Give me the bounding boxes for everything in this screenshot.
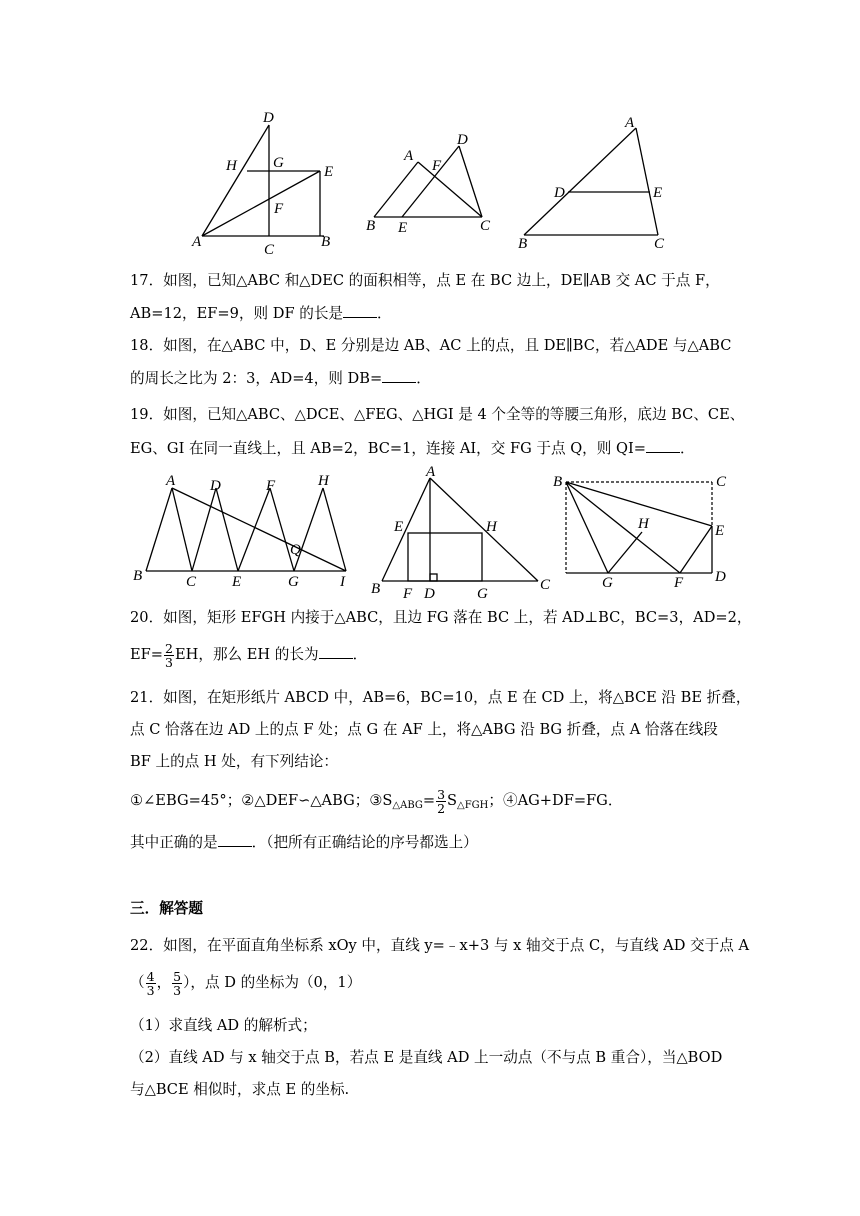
q18-answer-blank <box>382 368 416 383</box>
label-A: A <box>404 148 414 164</box>
label-B: B <box>553 474 563 490</box>
q21-frac-num: 3 <box>437 786 446 802</box>
figure-17-middle-svg <box>362 130 502 240</box>
q17-line2 <box>130 303 392 324</box>
label-E: E <box>715 523 725 539</box>
q21-conclusion-text-1: ①∠EBG=45°；②△DEF∽△ABG；③S <box>130 792 393 809</box>
q20-text-pre: EF= <box>130 646 164 663</box>
label-C: C <box>480 218 491 234</box>
label-E: E <box>324 164 334 180</box>
q18-line2 <box>130 368 431 389</box>
label-D: D <box>424 586 435 602</box>
label-G: G <box>477 586 488 602</box>
label-D: D <box>715 569 726 585</box>
q22-text-post: ），点 D 的坐标为（0，1） <box>183 974 362 991</box>
figure-21 <box>548 470 738 595</box>
q22-fraction-x <box>146 970 156 997</box>
label-H: H <box>486 519 497 535</box>
q17-answer-blank <box>343 303 377 318</box>
label-G: G <box>288 574 299 590</box>
label-H: H <box>318 473 329 489</box>
q21-line2: 点 C 恰落在边 AD 上的点 F 处；点 G 在 AF 上，将△ABG 沿 BG 折叠，点 A 恰落在线段 <box>130 721 718 738</box>
q20-line1: 20．如图，矩形 EFGH 内接于△ABC，且边 FG 落在 BC 上，若 AD⊥BC，BC=3，AD=2， <box>130 609 752 626</box>
section-title: 三．解答题 <box>130 900 203 917</box>
q18-text: 的周长之比为 2：3，AD=4，则 DB= <box>130 370 383 387</box>
label-F: F <box>266 478 276 494</box>
q22-line2 <box>130 966 361 1000</box>
q18-line1: 18．如图，在△ABC 中，D、E 分别是边 AB、AC 上的点，且 DE∥BC，若△ADE 与△ABC <box>130 337 732 354</box>
q19-line2 <box>130 438 695 459</box>
label-A: A <box>166 473 176 489</box>
label-B: B <box>366 218 376 234</box>
figure-18-svg <box>512 112 682 257</box>
q19-text: EG、GI 在同一直线上，且 AB=2，BC=1，连接 AI，交 FG 于点 Q，则 QI= <box>130 440 646 457</box>
q22-fraction-y <box>172 970 182 997</box>
figure-17-left-svg <box>190 108 350 258</box>
q21-fraction <box>436 788 446 815</box>
q20-fraction <box>164 642 174 669</box>
q22-line1: 22．如图，在平面直角坐标系 xOy 中，直线 y=﹣x+3 与 x 轴交于点 C，与直线 AD 交于点 A <box>130 937 750 954</box>
figure-19 <box>130 470 360 590</box>
figure-17-middle <box>362 130 502 240</box>
label-D: D <box>263 110 274 126</box>
label-D: D <box>457 132 468 148</box>
label-D: D <box>554 185 565 201</box>
q22-f1-den: 3 <box>146 982 155 998</box>
q21-frac-den: 2 <box>437 800 446 816</box>
label-C: C <box>540 577 551 593</box>
label-F: F <box>274 201 284 217</box>
q21-conclusion-text-2: S <box>447 792 458 809</box>
label-C: C <box>186 574 197 590</box>
figure-17-left <box>190 108 350 258</box>
q21-equals: = <box>422 792 436 809</box>
q22-f2-den: 3 <box>173 982 182 998</box>
q19-end: ． <box>679 440 695 457</box>
label-H: H <box>638 516 649 532</box>
figure-18 <box>512 112 682 257</box>
q21-text-post: ．（把所有正确结论的序号都选上） <box>251 834 478 851</box>
q20-frac-num: 2 <box>165 640 173 656</box>
label-E: E <box>653 185 663 201</box>
label-G: G <box>273 155 284 171</box>
q21-conclusion-text-3: ；④AG+DF=FG． <box>488 792 623 809</box>
label-E: E <box>232 574 242 590</box>
label-B: B <box>133 568 143 584</box>
q17-end: ． <box>377 305 392 322</box>
q19-line1: 19．如图，已知△ABC、△DCE、△FEG、△HGI 是 4 个全等的等腰三角形，底边 BC、CE、 <box>130 406 745 423</box>
label-A: A <box>426 464 436 480</box>
figure-19-svg <box>130 470 360 590</box>
label-B: B <box>321 234 331 250</box>
q21-line3: BF 上的点 H 处，有下列结论： <box>130 753 339 770</box>
q20-answer-blank <box>319 644 353 659</box>
label-C: C <box>654 236 665 252</box>
label-I: I <box>340 574 345 590</box>
label-F: F <box>432 158 442 174</box>
q21-line1: 21．如图，在矩形纸片 ABCD 中，AB=6，BC=10，点 E 在 CD 上，将△BCE 沿 BE 折叠， <box>130 689 751 706</box>
q21-text-pre: 其中正确的是 <box>130 834 218 851</box>
q17-text: AB=12，EF=9，则 DF 的长是 <box>130 305 344 322</box>
label-H: H <box>226 158 237 174</box>
q22-f1-num: 4 <box>146 968 155 984</box>
q20-end: ． <box>352 646 368 663</box>
q21-conclusions <box>130 784 622 818</box>
q20-frac-den: 3 <box>165 654 173 670</box>
label-G: G <box>602 575 613 591</box>
label-C: C <box>264 242 275 258</box>
q22-open-paren: （ <box>130 974 145 991</box>
label-D: D <box>210 478 221 494</box>
q22-part2-line2: 与△BCE 相似时，求点 E 的坐标. <box>130 1081 350 1098</box>
q20-line2 <box>130 638 367 672</box>
figure-20-svg <box>366 462 556 602</box>
q21-line5 <box>130 832 478 853</box>
q22-comma: ， <box>156 974 172 991</box>
q20-text-post: EH，那么 EH 的长为 <box>174 646 319 663</box>
label-Q: Q <box>290 542 301 558</box>
q21-answer-blank <box>218 832 252 847</box>
label-A: A <box>625 115 635 131</box>
label-C: C <box>716 474 727 490</box>
q18-end: ． <box>416 370 431 387</box>
label-F: F <box>403 586 413 602</box>
label-A: A <box>192 234 202 250</box>
figure-20 <box>366 462 556 602</box>
q22-f2-num: 5 <box>173 968 182 984</box>
q19-answer-blank <box>646 438 680 453</box>
q17-line1: 17．如图，已知△ABC 和△DEC 的面积相等，点 E 在 BC 边上，DE∥AB 交 AC 于点 F， <box>130 272 720 289</box>
q22-part1: （1）求直线 AD 的解析式； <box>130 1017 317 1034</box>
q21-sub-fgh: △FGH <box>457 800 489 811</box>
label-F: F <box>674 575 684 591</box>
label-B: B <box>518 236 528 252</box>
label-E: E <box>398 220 408 236</box>
label-E: E <box>394 519 404 535</box>
figure-21-svg <box>548 470 738 595</box>
q22-part2-line1: （2）直线 AD 与 x 轴交于点 B，若点 E 是直线 AD 上一动点（不与点 B 重合），当△BOD <box>130 1049 723 1066</box>
q21-sub-abg: △ABG <box>392 800 423 811</box>
label-B: B <box>371 581 381 597</box>
